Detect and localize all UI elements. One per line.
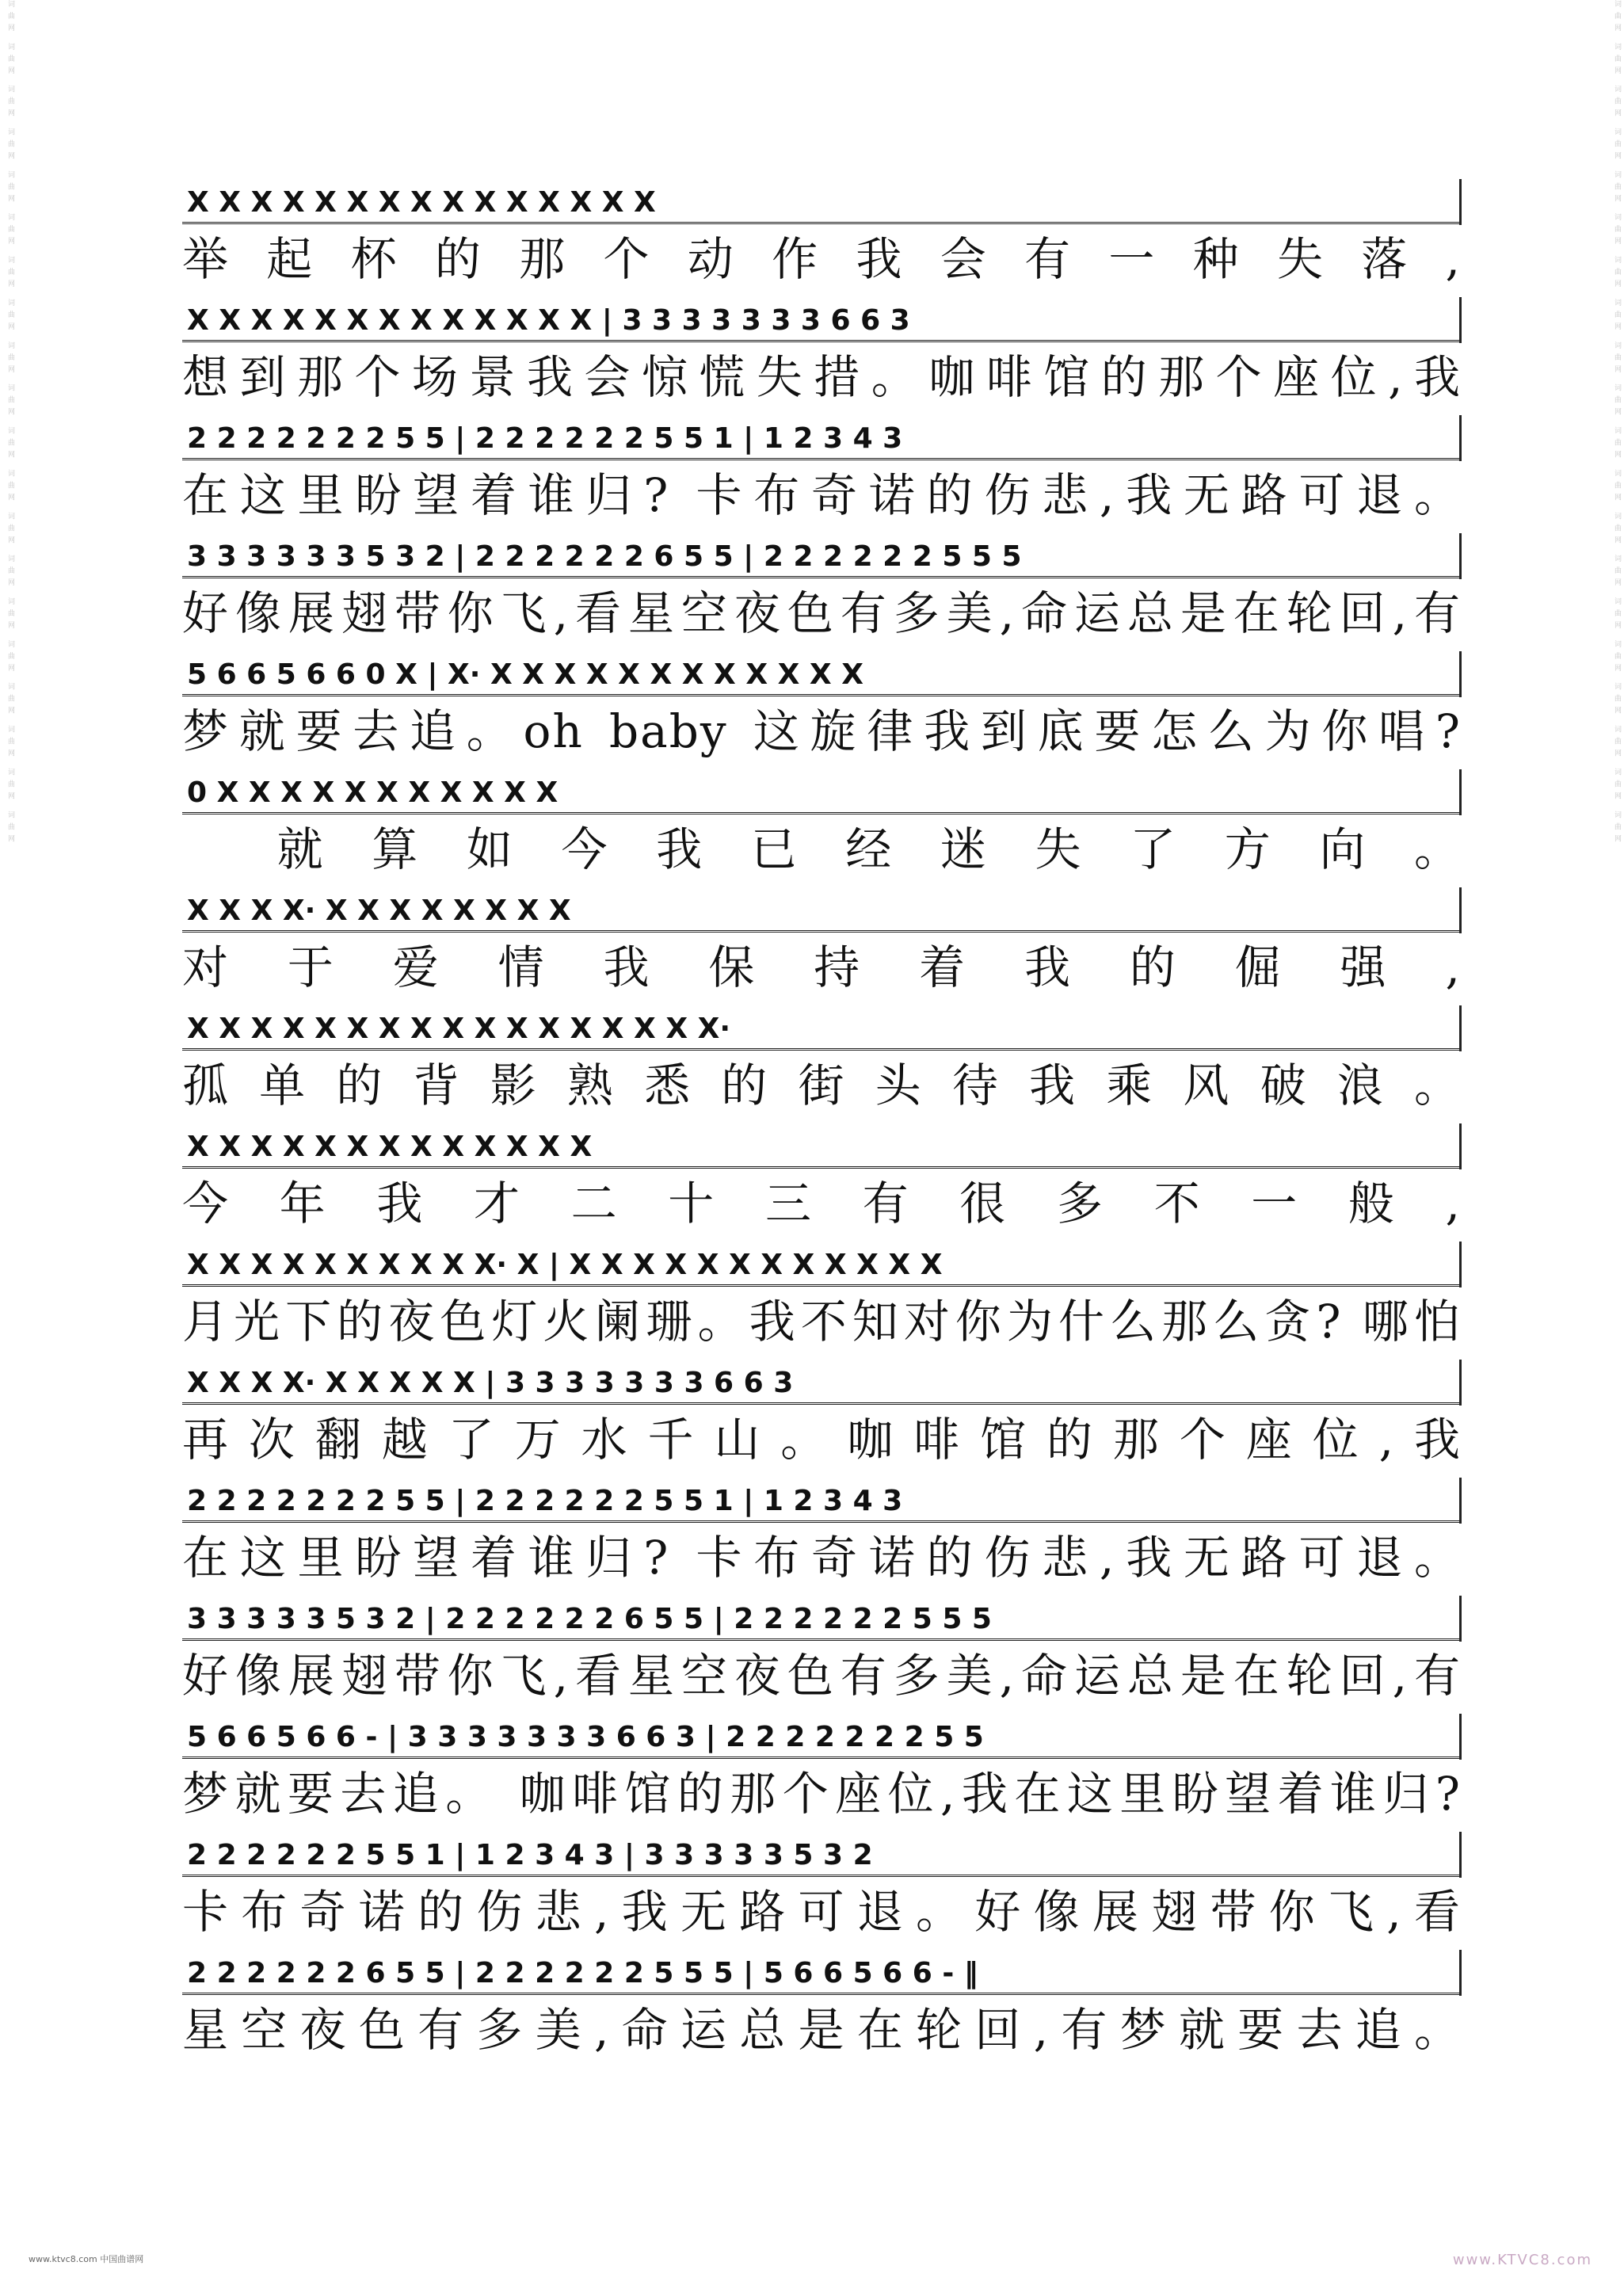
notation-line: X X X X X X X X X X X X X <box>182 1119 1462 1169</box>
lyric-line: 就算如今我已经迷失了方向。 <box>182 822 1462 876</box>
staff-row <box>182 174 1462 292</box>
notation-line: X X X X· X X X X X X X X <box>182 883 1462 933</box>
notation-line: 3 3 3 3 3 5 3 2 | 2 2 2 2 2 2 6 5 5 | 2 2 2 2 2 2 5 5 5 <box>182 1591 1462 1641</box>
staff-row <box>182 410 1462 528</box>
notation-line: 5 6 6 5 6 6 - | 3 3 3 3 3 3 3 6 6 3 | 2 2 2 2 2 2 2 5 5 <box>182 1709 1462 1759</box>
notation-line: 2 2 2 2 2 2 2 5 5 | 2 2 2 2 2 2 5 5 1 | 1 2 3 4 3 <box>182 410 1462 460</box>
lyric-line: 再次翻越了万水千山。咖啡馆的那个座位,我 <box>182 1413 1462 1467</box>
staff-row <box>182 1827 1462 1945</box>
staff-row <box>182 1473 1462 1591</box>
notation-line: 3 3 3 3 3 3 5 3 2 | 2 2 2 2 2 2 6 5 5 | 2 2 2 2 2 2 5 5 5 <box>182 528 1462 578</box>
staff-row <box>182 292 1462 410</box>
staff-row <box>182 1355 1462 1473</box>
lyric-line: 卡布奇诺的伤悲,我无路可退。好像展翅带你飞,看 <box>182 1885 1462 1939</box>
staff-row <box>182 883 1462 1001</box>
lyric-line: 孤单的背影熟悉的街头待我乘风破浪。 <box>182 1058 1462 1112</box>
lyric-line: 梦就要去追。oh baby 这旋律我到底要怎么为你唱? <box>182 704 1462 758</box>
lyric-line: 梦就要去追。 咖啡馆的那个座位,我在这里盼望着谁归? <box>182 1767 1462 1821</box>
notation-line: X X X X X X X X X X X X X X X <box>182 174 1462 224</box>
side-watermark-right: 词曲网 词曲网 词曲网 词曲网 词曲网 词曲网 词曲网 词曲网 词曲网 词曲网 词曲网 词曲网 词曲网 词曲网 词曲网 词曲网 词曲网 词曲网 词曲网 词曲网 <box>1613 0 1621 847</box>
staff-row <box>182 1945 1462 2063</box>
lyric-line: 举起杯的那个动作我会有一种失落, <box>182 232 1462 286</box>
notation-line: X X X X X X X X X X X X X X X X X· <box>182 1001 1462 1051</box>
lyric-line: 好像展翅带你飞,看星空夜色有多美,命运总是在轮回,有 <box>182 1649 1462 1703</box>
lyric-line: 今年我才二十三有很多不一般, <box>182 1177 1462 1230</box>
staff-row <box>182 765 1462 883</box>
lyric-line: 月光下的夜色灯火阑珊。我不知对你为什么那么贪? 哪怕 <box>182 1295 1462 1348</box>
lyric-line: 想到那个场景我会惊慌失措。咖啡馆的那个座位,我 <box>182 350 1462 404</box>
staff-row <box>182 1709 1462 1827</box>
staff-row <box>182 1591 1462 1709</box>
notation-line: 2 2 2 2 2 2 5 5 1 | 1 2 3 4 3 | 3 3 3 3 3 5 3 2 <box>182 1827 1462 1877</box>
lyric-line: 好像展翅带你飞,看星空夜色有多美,命运总是在轮回,有 <box>182 586 1462 640</box>
notation-line: 2 2 2 2 2 2 6 5 5 | 2 2 2 2 2 2 5 5 5 | 5 6 6 5 6 6 - ‖ <box>182 1945 1462 1995</box>
side-watermark-left: 词曲网 词曲网 词曲网 词曲网 词曲网 词曲网 词曲网 词曲网 词曲网 词曲网 词曲网 词曲网 词曲网 词曲网 词曲网 词曲网 词曲网 词曲网 词曲网 词曲网 <box>6 0 14 847</box>
footer-site-watermark: www.KTVC8.com <box>1452 2252 1592 2268</box>
notation-line: X X X X· X X X X X | 3 3 3 3 3 3 3 6 6 3 <box>182 1355 1462 1405</box>
notation-line: 5 6 6 5 6 6 0 X | X· X X X X X X X X X X X X <box>182 647 1462 696</box>
lyric-line: 在这里盼望着谁归? 卡布奇诺的伤悲,我无路可退。 <box>182 1531 1462 1585</box>
notation-line: 0 X X X X X X X X X X X <box>182 765 1462 814</box>
staff-row <box>182 1119 1462 1237</box>
staff-row <box>182 1237 1462 1355</box>
lyric-line: 对于爱情我保持着我的倔强, <box>182 940 1462 994</box>
staff-row <box>182 647 1462 765</box>
staff-row <box>182 1001 1462 1119</box>
staff-row <box>182 528 1462 647</box>
notation-line: X X X X X X X X X X· X | X X X X X X X X X X X X <box>182 1237 1462 1287</box>
lyric-line: 在这里盼望着谁归? 卡布奇诺的伤悲,我无路可退。 <box>182 468 1462 522</box>
notation-line: X X X X X X X X X X X X X | 3 3 3 3 3 3 3 6 6 3 <box>182 292 1462 342</box>
score-sheet <box>182 174 1462 2063</box>
footer-source-text: www.ktvc8.com 中国曲谱网 <box>29 2254 144 2264</box>
lyric-line: 星空夜色有多美,命运总是在轮回,有梦就要去追。 <box>182 2003 1462 2057</box>
notation-line: 2 2 2 2 2 2 2 5 5 | 2 2 2 2 2 2 5 5 1 | 1 2 3 4 3 <box>182 1473 1462 1523</box>
